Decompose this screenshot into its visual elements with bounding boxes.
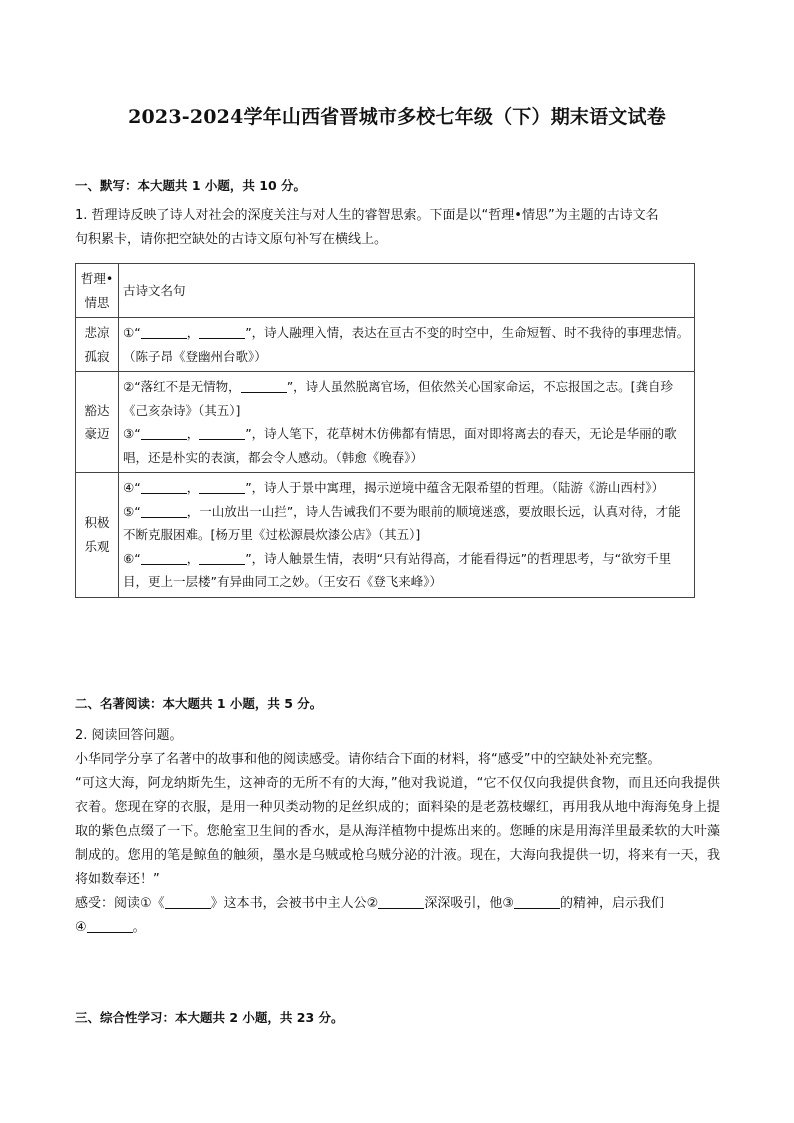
q2-intro: 小华同学分享了名著中的故事和他的阅读感受。请你结合下面的材料，将“感受”中的空缺处补充完整。	[75, 752, 661, 767]
list-item	[123, 547, 690, 594]
header-cat-line1: 哲理•	[80, 271, 114, 286]
answer-blank[interactable]	[141, 324, 187, 339]
item-prefix: ③“	[123, 426, 141, 441]
item-suffix: ”，诗人触景生情，表明“只有站得高，才能看得远”的哲理思考，与“欲穷千里目，更上一层楼”有异曲同工之妙。（王安石《登飞来峰》）	[123, 550, 672, 589]
feel-part2: 》这本书，会被书中主人公②	[210, 896, 379, 911]
feel-part5: ④	[75, 920, 87, 935]
item-suffix: ，一山放出一山拦”，诗人告诫我们不要为眼前的顺境迷惑，要放眼长远，认真对待，才能不断克服困难。[杨万里《过松源晨炊漆公店》（其五）]	[123, 503, 681, 542]
category-line2: 乐观	[84, 538, 110, 554]
answer-blank[interactable]	[514, 894, 560, 909]
item-suffix: ”，诗人于景中寓理，揭示逆境中蕴含无限希望的哲理。（陆游《游山西村》）	[245, 480, 665, 495]
item-suffix: ”，诗人融理入情，表达在亘古不变的时空中，生命短暂、时不我待的事理悲情。（陈子昂《登幽州台歌》）	[123, 325, 690, 364]
page-title: 2023-2024学年山西省晋城市多校七年级（下）期末语文试卷	[128, 106, 666, 128]
item-prefix: ④“	[123, 480, 141, 495]
item-mid: ，	[186, 480, 200, 495]
category-line1: 悲凉	[84, 325, 110, 340]
section3-heading: 三、综合性学习：本大题共 2 小题，共 23 分。	[75, 1010, 344, 1025]
list-item	[123, 375, 690, 422]
list-item	[123, 476, 690, 500]
answer-blank[interactable]	[141, 479, 187, 494]
q1-intro-line2: 句积累卡，请你把空缺处的古诗文原句补写在横线上。	[75, 232, 388, 247]
answer-blank[interactable]	[199, 550, 245, 565]
header-cat-line2: 情思	[84, 294, 110, 310]
list-item	[123, 500, 690, 547]
answer-blank[interactable]	[378, 894, 424, 909]
category-line1: 积极	[84, 515, 110, 531]
answer-blank[interactable]	[165, 894, 211, 909]
item-suffix: ”，诗人笔下，花草树木仿佛都有情思，面对即将离去的春天，无论是华丽的歌唱，还是朴实的表演，都会令人感动。（韩愈《晚春》）	[123, 426, 677, 465]
q1-intro-line1: 1. 哲理诗反映了诗人对社会的深度关注与对人生的睿智思索。下面是以“哲理•情思”为主题的古诗文名	[75, 208, 659, 223]
content-cell	[119, 318, 695, 372]
feel-label: 感受：阅读①《	[75, 896, 165, 911]
content-cell	[119, 473, 695, 598]
q1-intro	[75, 204, 720, 252]
category-line1: 豁达	[84, 402, 110, 418]
category-cell	[76, 318, 119, 372]
table-row	[76, 473, 695, 598]
category-line2: 豪迈	[84, 426, 110, 441]
table-row	[76, 372, 695, 473]
item-mid: ，	[186, 550, 200, 566]
item-prefix: ①“	[123, 325, 141, 340]
category-line2: 孤寂	[84, 348, 110, 364]
item-prefix: ⑤“	[123, 503, 141, 519]
feel-part4: 的精神，启示我们	[559, 896, 664, 911]
header-category-cell	[76, 264, 119, 318]
answer-blank[interactable]	[199, 479, 245, 494]
header-col-cell: 古诗文名句	[119, 264, 695, 318]
answer-blank[interactable]	[199, 425, 245, 440]
item-suffix: ”，诗人虽然脱离官场，但依然关心国家命运，不忘报国之志。[龚自珍《己亥杂诗》（其五）]	[123, 379, 674, 418]
q2-passage: “可这大海，阿龙纳斯先生，这神奇的无所不有的大海，”他对我说道，“它不仅仅向我提供食物，而且还向我提供衣着。您现在穿的衣服，是用一种贝类动物的足丝织成的；面料染的是老荔枝螺红，再用我从地中海海兔身上提取的紫色点缀了一下。您舱室卫生间的香水，是从海洋植物中提炼出来的。您睡的床是用海洋里最柔软的大叶藻制成的。您用的笔是鲸鱼的触须，墨水是乌贼或枪乌贼分泌的汁液。现在，大海向我提供一切，将来有一天，我将如数奉还！”	[75, 776, 720, 887]
category-cell	[76, 473, 119, 598]
table-row	[76, 318, 695, 372]
section2-heading: 二、名著阅读：本大题共 1 小题，共 5 分。	[75, 696, 323, 711]
item-mid: ，	[186, 325, 200, 340]
section1-heading: 一、默写：本大题共 1 小题，共 10 分。	[75, 178, 307, 193]
answer-blank[interactable]	[241, 378, 287, 393]
answer-blank[interactable]	[199, 324, 245, 339]
q2-label: 2. 阅读回答问题。	[75, 728, 183, 743]
feel-end: 。	[132, 920, 146, 935]
answer-blank[interactable]	[141, 550, 187, 565]
item-prefix: ②“落红不是无情物，	[123, 379, 241, 394]
category-cell	[76, 372, 119, 473]
content-cell	[119, 372, 695, 473]
answer-blank[interactable]	[141, 425, 187, 440]
table-header-row	[76, 264, 695, 318]
item-prefix: ⑥“	[123, 550, 141, 566]
list-item	[123, 422, 690, 469]
answer-blank[interactable]	[141, 503, 187, 518]
poem-card-table	[75, 263, 695, 598]
item-mid: ，	[186, 426, 200, 441]
feel-part3: 深深吸引，他③	[424, 896, 514, 911]
q2-block	[75, 724, 720, 940]
q2-feeling	[75, 892, 720, 940]
answer-blank[interactable]	[87, 918, 133, 933]
